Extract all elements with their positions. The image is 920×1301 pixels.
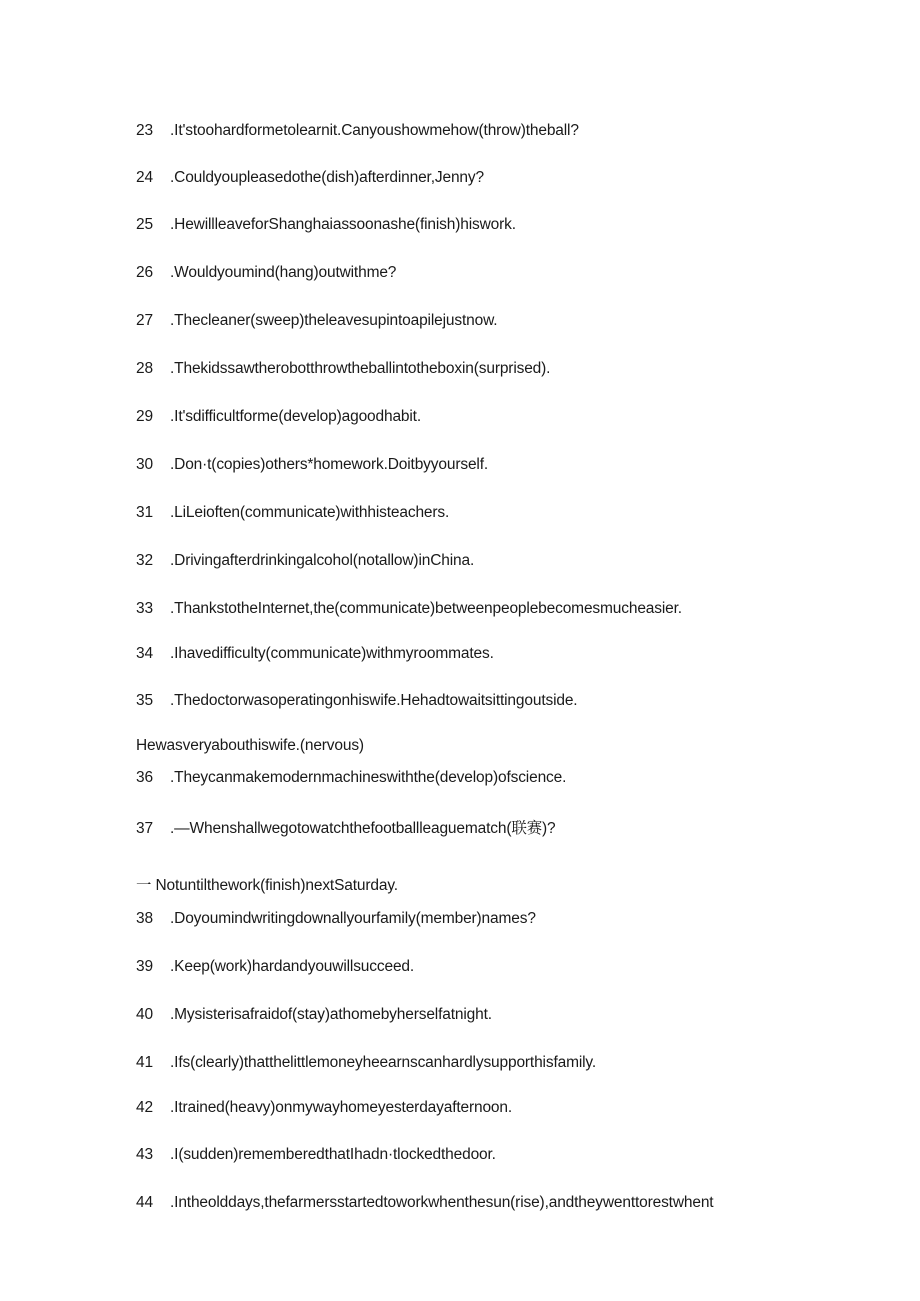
exercise-item-30: [136, 455, 488, 475]
item-sentence: .Ifs(clearly)thatthelittlemoneyheearnscanhardlysupporthisfamily.: [170, 1054, 597, 1071]
exercise-item-28: [136, 359, 550, 379]
item-number: 36: [136, 769, 153, 786]
item-sentence: .Intheolddays,thefarmersstartedtoworkwhenthesun(rise),andtheywenttorestwhent: [170, 1194, 714, 1211]
exercise-item-24: [136, 168, 484, 188]
item-sentence: .I(sudden)rememberedthatIhadn·tlockedthedoor.: [170, 1146, 496, 1163]
exercise-item-26: [136, 263, 396, 283]
exercise-item-40: [136, 1005, 492, 1025]
item-sentence: .Drivingafterdrinkingalcohol(notallow)inChina.: [170, 552, 475, 569]
exercise-item-29: [136, 407, 421, 427]
item-number: 32: [136, 552, 153, 569]
item-sentence: .Thekidssawtherobotthrowtheballintotheboxin(surprised).: [170, 360, 551, 377]
item-sentence: .Theycanmakemodernmachineswiththe(develop)ofscience.: [170, 769, 567, 786]
item-number: 25: [136, 216, 153, 233]
item-35-continuation: Hewasveryabouthiswife.(nervous): [136, 737, 364, 754]
item-number: 33: [136, 600, 153, 617]
item-sentence: .It'sdifficultforme(develop)agoodhabit.: [170, 408, 421, 425]
exercise-item-41: [136, 1053, 596, 1073]
exercise-item-42: [136, 1098, 512, 1118]
item-sentence: .Keep(work)hardandyouwillsucceed.: [170, 958, 415, 975]
item-number: 41: [136, 1054, 153, 1071]
item-number: 26: [136, 264, 153, 281]
exercise-item-44: [136, 1193, 713, 1213]
item-sentence: .Thecleaner(sweep)theleavesupintoapilejustnow.: [170, 312, 498, 329]
item-number: 28: [136, 360, 153, 377]
item-37-reply: 一 Notuntilthework(finish)nextSaturday.: [136, 877, 398, 894]
item-number: 35: [136, 692, 153, 709]
exercise-item-31: [136, 503, 449, 523]
item-sentence: .Doyoumindwritingdownallyourfamily(member)names?: [170, 910, 536, 927]
item-number: 27: [136, 312, 153, 329]
item-sentence: .HewillleaveforShanghaiassoonashe(finish)hiswork.: [170, 216, 516, 233]
exercise-item-36: [136, 768, 566, 788]
item-sentence: .Don·t(copies)others*homework.Doitbyyourself.: [170, 456, 489, 473]
exercise-item-38: [136, 909, 536, 929]
exercise-item-23: [136, 121, 579, 141]
item-sentence: .Itrained(heavy)onmywayhomeyesterdayafternoon.: [170, 1099, 513, 1116]
exercise-item-27: [136, 311, 497, 331]
item-number: 34: [136, 645, 153, 662]
exercise-item-37: [136, 819, 556, 839]
item-sentence: .Couldyoupleasedothe(dish)afterdinner,Jenny?: [170, 169, 484, 186]
exercise-item-39: [136, 957, 414, 977]
exercise-item-33: [136, 599, 682, 619]
item-sentence: .Ihavedifficulty(communicate)withmyroommates.: [170, 645, 494, 662]
item-sentence: .LiLeioften(communicate)withhisteachers.: [170, 504, 450, 521]
exercise-item-25: [136, 215, 516, 235]
item-number: 38: [136, 910, 153, 927]
item-number: 42: [136, 1099, 153, 1116]
item-number: 30: [136, 456, 153, 473]
item-number: 24: [136, 169, 153, 186]
item-number: 31: [136, 504, 153, 521]
item-number: 43: [136, 1146, 153, 1163]
item-sentence: .Mysisterisafraidof(stay)athomebyherselfatnight.: [170, 1006, 492, 1023]
item-sentence: .—Whenshallwegotowatchthefootballleaguematch(联赛)?: [170, 820, 556, 837]
exercise-item-35: [136, 691, 577, 711]
item-number: 37: [136, 820, 153, 837]
item-number: 29: [136, 408, 153, 425]
item-sentence: .ThankstotheInternet,the(communicate)betweenpeoplebecomesmucheasier.: [170, 600, 682, 617]
item-sentence: .It'stoohardformetolearnit.Canyoushowmehow(throw)theball?: [170, 122, 579, 139]
item-number: 23: [136, 122, 153, 139]
item-sentence: .Thedoctorwasoperatingonhiswife.Hehadtowaitsittingoutside.: [170, 692, 578, 709]
item-sentence: .Wouldyoumind(hang)outwithme?: [170, 264, 397, 281]
item-number: 40: [136, 1006, 153, 1023]
exercise-item-32: [136, 551, 474, 571]
exercise-item-34: [136, 644, 494, 664]
exercise-item-43: [136, 1145, 496, 1165]
item-number: 39: [136, 958, 153, 975]
item-number: 44: [136, 1194, 153, 1211]
